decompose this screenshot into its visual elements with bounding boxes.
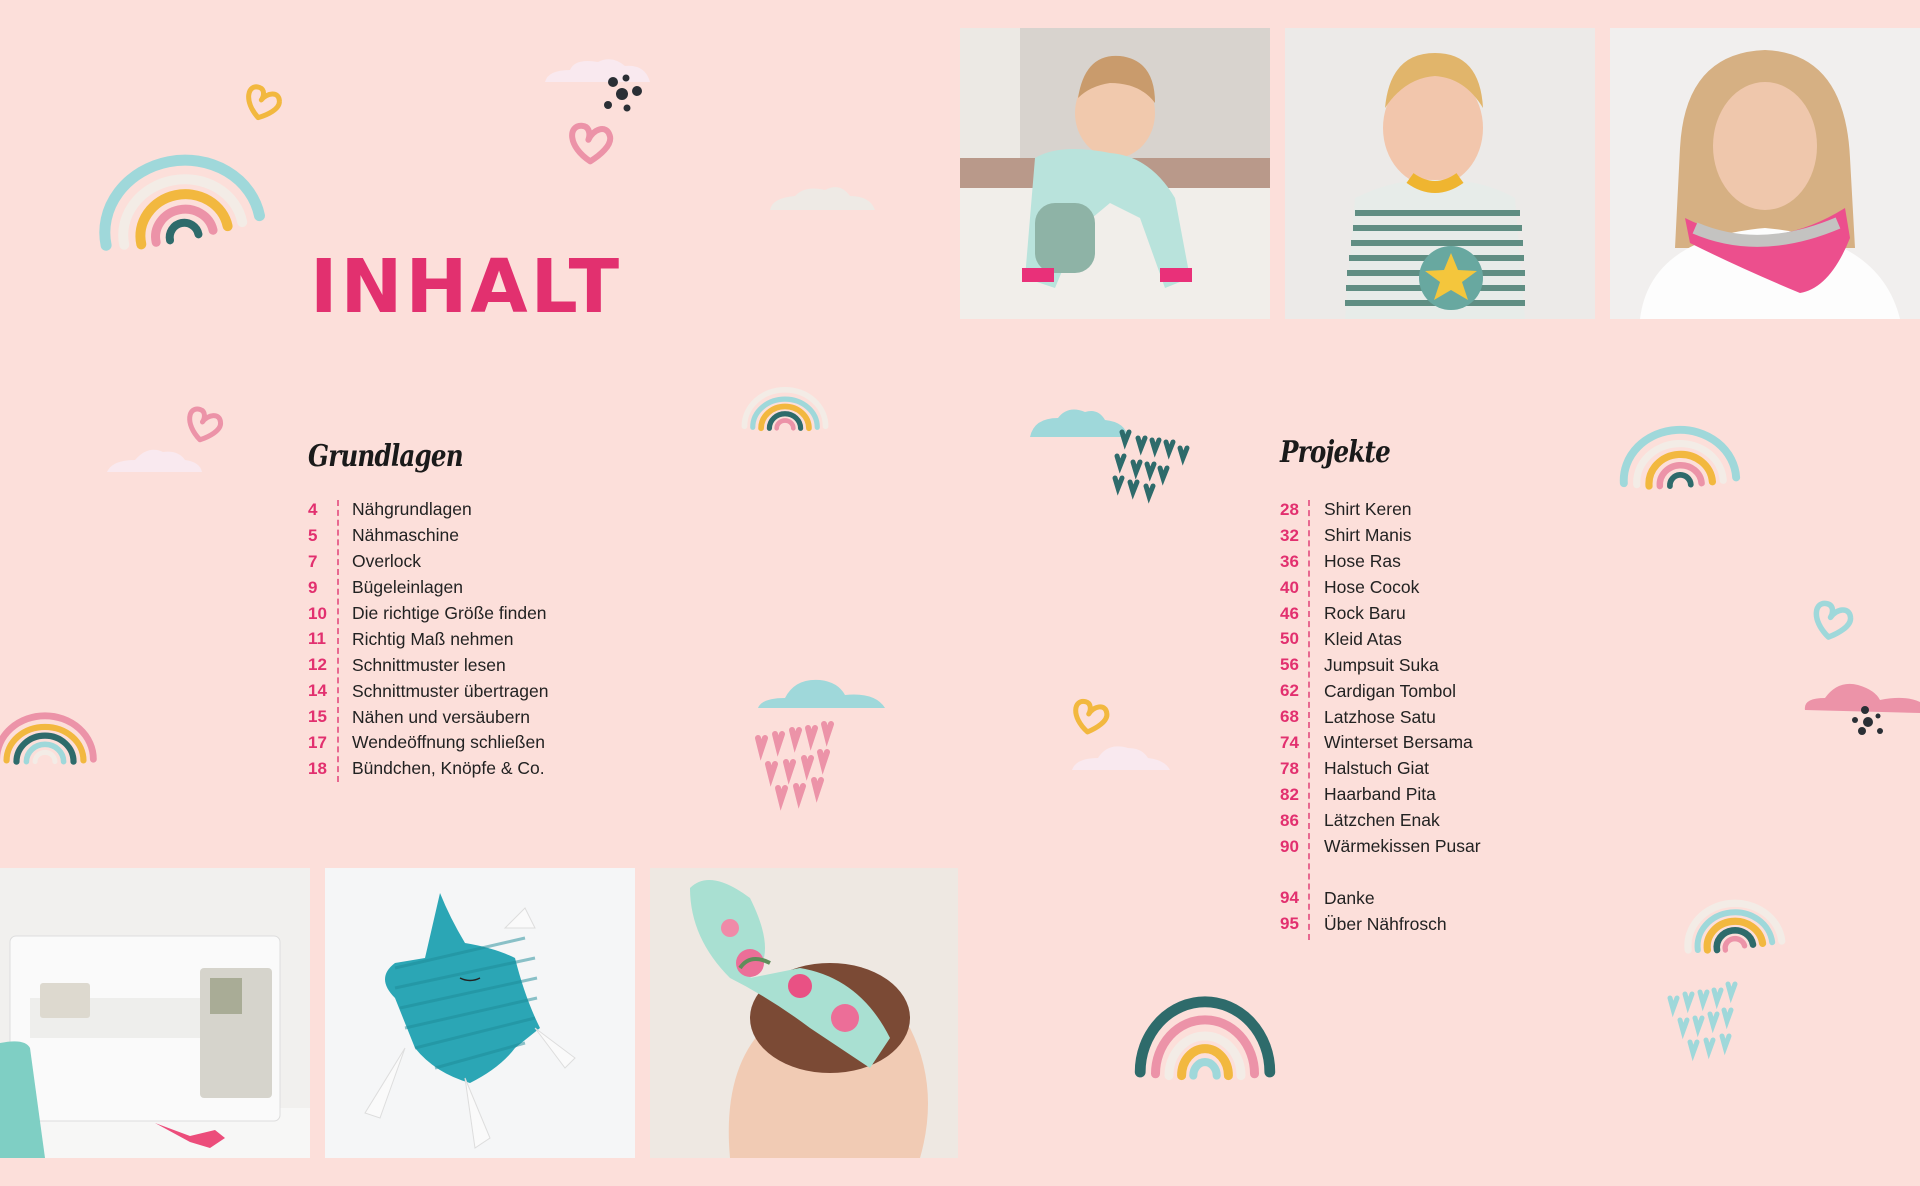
toc-page-number: 36 — [1280, 551, 1299, 571]
toc-item[interactable] — [1280, 497, 1481, 523]
heart-icon — [245, 86, 281, 121]
toc-label: Nähgrundlagen — [352, 499, 472, 520]
toc-label: Danke — [1324, 887, 1375, 908]
toc-item[interactable] — [308, 678, 549, 704]
cloud-icon — [770, 187, 875, 210]
toc-page-number: 5 — [308, 525, 318, 545]
toc-label: Jumpsuit Suka — [1324, 654, 1439, 675]
toc-item[interactable] — [1280, 549, 1481, 575]
toc-item[interactable] — [308, 756, 549, 782]
toc-label: Nähen und versäubern — [352, 706, 531, 727]
rain-icon — [758, 724, 831, 800]
toc-label: Haarband Pita — [1324, 784, 1436, 805]
toc-page-number: 18 — [308, 758, 327, 778]
toc-item[interactable] — [1280, 885, 1481, 911]
toc-page-number: 74 — [1280, 732, 1299, 752]
photo-star-pillow — [325, 868, 635, 1158]
rainbow-icon — [1140, 1002, 1270, 1076]
toc-label: Kleid Atas — [1324, 628, 1402, 649]
cloud-icon — [107, 450, 202, 472]
cloud-icon — [1072, 746, 1170, 770]
rainbow-icon — [1688, 903, 1782, 950]
toc-page-number: 56 — [1280, 655, 1299, 675]
heart-icon — [1074, 701, 1108, 733]
toc-label: Über Nähfrosch — [1324, 913, 1447, 934]
toc-item[interactable] — [308, 575, 549, 601]
toc-list-projekte — [1280, 497, 1481, 937]
toc-label: Schnittmuster übertragen — [352, 680, 549, 701]
toc-page-number: 94 — [1280, 888, 1299, 908]
toc-page-number: 95 — [1280, 914, 1299, 934]
photo-image — [960, 28, 1270, 319]
toc-label: Bündchen, Knöpfe & Co. — [352, 758, 545, 779]
toc-item[interactable] — [1280, 704, 1481, 730]
toc-label: Bügeleinlagen — [352, 577, 463, 598]
photo-crawling-baby — [960, 28, 1270, 319]
photo-image — [0, 868, 310, 1158]
section-heading-grundlagen: Grundlagen — [308, 439, 463, 474]
rainbow-icon — [0, 716, 93, 762]
toc-page-number: 17 — [308, 732, 327, 752]
toc-label: Hose Cocok — [1324, 577, 1420, 598]
toc-label: Rock Baru — [1324, 603, 1406, 623]
toc-item[interactable] — [308, 626, 549, 652]
toc-label: Cardigan Tombol — [1324, 680, 1456, 701]
toc-label: Halstuch Giat — [1324, 758, 1430, 779]
toc-item[interactable] — [308, 549, 549, 575]
toc-item[interactable] — [308, 652, 549, 678]
heart-icon — [1814, 603, 1852, 640]
toc-page-number: 14 — [308, 681, 327, 701]
toc-label: Winterset Bersama — [1324, 732, 1473, 753]
toc-label: Overlock — [352, 551, 422, 572]
toc-page-number: 62 — [1280, 681, 1299, 701]
rainbow-icon — [96, 150, 261, 249]
photo-image — [1285, 28, 1595, 319]
heart-icon — [187, 408, 222, 442]
toc-page-number: 50 — [1280, 629, 1299, 649]
toc-page-number: 82 — [1280, 784, 1299, 804]
toc-item[interactable] — [1280, 756, 1481, 782]
section-heading-projekte: Projekte — [1280, 435, 1390, 470]
toc-label: Richtig Maß nehmen — [352, 628, 514, 649]
photo-image — [650, 868, 958, 1158]
toc-page-number: 46 — [1280, 603, 1299, 623]
toc-page-number: 90 — [1280, 836, 1299, 856]
toc-page-number: 9 — [308, 577, 318, 597]
toc-item[interactable] — [308, 497, 549, 523]
toc-label: Hose Ras — [1324, 551, 1401, 572]
toc-page-number: 12 — [308, 655, 327, 675]
toc-page-number: 78 — [1280, 758, 1299, 778]
rain-icon — [1670, 984, 1735, 1053]
toc-page-number: 7 — [308, 551, 318, 571]
toc-label: Die richtige Größe finden — [352, 603, 547, 623]
toc-label: Schnittmuster lesen — [352, 654, 506, 675]
toc-item[interactable] — [1280, 678, 1481, 704]
toc-page-number: 15 — [308, 707, 327, 727]
toc-page-number: 86 — [1280, 810, 1299, 830]
cloud-icon — [1030, 410, 1128, 437]
cloud-icon — [545, 59, 650, 82]
heart-icon — [571, 123, 612, 162]
photo-image — [1610, 28, 1920, 319]
cloud-icon — [758, 680, 885, 708]
toc-item[interactable] — [1280, 730, 1481, 756]
toc-item[interactable] — [1280, 808, 1481, 834]
toc-item[interactable] — [1280, 626, 1481, 652]
toc-item[interactable] — [308, 523, 549, 549]
toc-item[interactable] — [1280, 782, 1481, 808]
toc-page-number: 11 — [308, 629, 326, 649]
toc-label: Nähmaschine — [352, 525, 459, 546]
photo-sewing-machine — [0, 868, 310, 1158]
toc-label: Latzhose Satu — [1324, 706, 1436, 727]
toc-item[interactable] — [1280, 523, 1481, 549]
toc-item[interactable] — [1280, 652, 1481, 678]
rainbow-icon — [1624, 430, 1736, 486]
toc-item[interactable] — [308, 730, 549, 756]
rain-icon — [1115, 432, 1187, 496]
toc-label: Shirt Keren — [1324, 499, 1412, 520]
toc-spacer — [1280, 859, 1481, 885]
toc-page-number: 68 — [1280, 707, 1299, 727]
photo-boy-star-shirt — [1285, 28, 1595, 319]
toc-page-number: 4 — [308, 499, 318, 519]
rainbow-icon — [744, 390, 825, 428]
toc-label: Wärmekissen Pusar — [1324, 836, 1481, 857]
toc-label: Shirt Manis — [1324, 525, 1412, 546]
photo-image — [325, 868, 635, 1158]
toc-item[interactable] — [1280, 834, 1481, 860]
toc-page-number: 32 — [1280, 525, 1299, 545]
toc-page-number: 28 — [1280, 499, 1299, 519]
photo-girl-scarf — [1610, 28, 1920, 319]
toc-item[interactable] — [1280, 575, 1481, 601]
toc-label: Wendeöffnung schließen — [352, 732, 545, 753]
toc-item[interactable] — [1280, 601, 1481, 627]
toc-label: Lätzchen Enak — [1324, 810, 1440, 831]
toc-page-number: 10 — [308, 603, 327, 623]
toc-item[interactable] — [308, 704, 549, 730]
toc-item[interactable] — [308, 601, 549, 627]
page-title: INHALT — [310, 244, 623, 330]
toc-page-number: 40 — [1280, 577, 1299, 597]
toc-list-grundlagen — [308, 497, 549, 782]
photo-baby-headband — [650, 868, 958, 1158]
toc-item[interactable] — [1280, 911, 1481, 937]
